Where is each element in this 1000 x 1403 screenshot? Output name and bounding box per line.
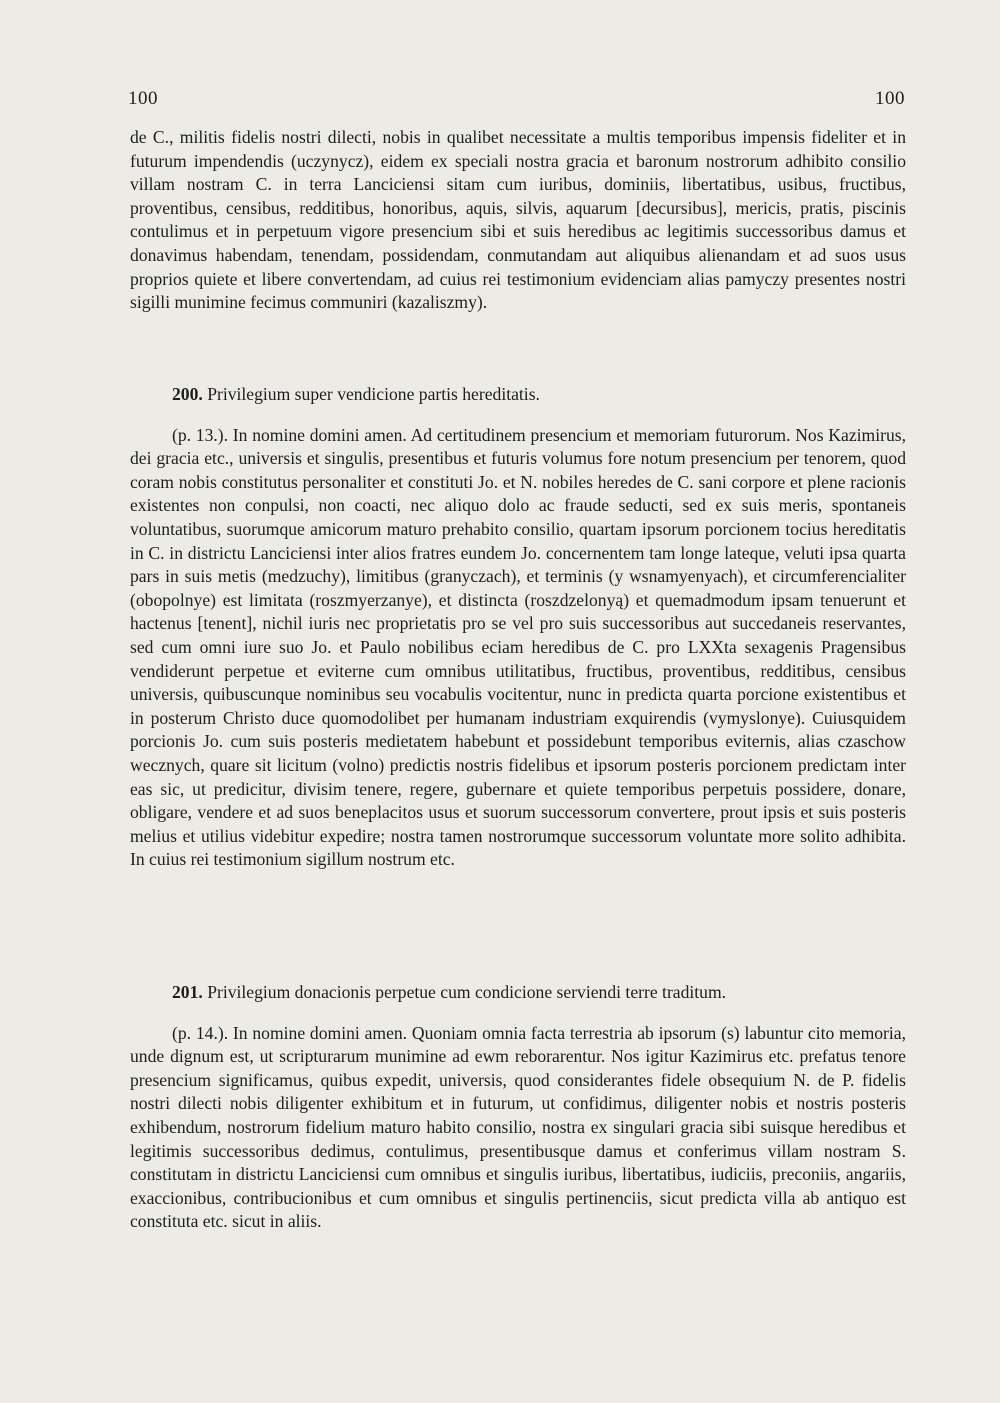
section-heading: [130, 383, 906, 407]
section-number: 200.: [172, 384, 203, 404]
continuation-paragraph: de C., militis fidelis nostri dilecti, nobis in qualibet necessitate a multis temporibus impensis fideliter et in futurum impendendis (uczynycz), eidem ex speciali nostra gracia et baronum nostrorum adhibito consilio villam nostram C. in terra Lanciciensi sitam cum iuribus, dominiis, libertatibus, usibus, fructibus, proventibus, censibus, redditibus, honoribus, aquis, silvis, aquarum [decursibus], mericis, pratis, piscinis contulimus et in perpetuum vigore presencium sibi et suis heredibus ac legitimis successoribus damus et donavimus habendam, tenendam, possidendam, conmutandam aut aliquibus alienandam et ad suos usus proprios quiete et libere convertendam, ad cuius rei testimonium evidenciam alias pamyczy presentes nostri sigilli munimine fecimus communiri (kazaliszmy).: [130, 127, 906, 313]
page-number-left: 100: [128, 88, 158, 109]
continuation-block: [130, 126, 906, 315]
section-title: Privilegium donacionis perpetue cum condicione serviendi terre traditum.: [207, 982, 727, 1002]
section-number: 201.: [172, 982, 203, 1002]
page-number-right: 100: [875, 88, 905, 109]
section-200: [130, 383, 906, 872]
section-201: [130, 981, 906, 1234]
section-heading: [130, 981, 906, 1005]
section-title: Privilegium super vendicione partis hereditatis.: [207, 384, 540, 404]
section-body: (p. 13.). In nomine domini amen. Ad certitudinem presencium et memoriam futurorum. Nos Kazimirus, dei gracia etc., universis et singulis, presentibus et futuris volumus fore notum presencium per tenorem, quod coram nobis constitutus personaliter et constituti Jo. et N. nobiles heredes de C. sani corpore et plene racionis existentes non conpulsi, non coacti, nec aliquo dolo ac fraude seducti, sed ex suis meris, spontaneis voluntatibus, suorumque amicorum maturo prehabito consilio, quartam ipsorum porcionem tocius hereditatis in C. in districtu Lanciciensi inter alios fratres eundem Jo. concernentem tam longe lateque, veluti ipsa quarta pars in suis metis (medzuchy), limitibus (granyczach), et terminis (y wsnamyenyach), et circumferencialiter (obopolnye) est limitata (roszmyerzanye), et distincta (roszdzelonyą) et quemadmodum ipsam tenuerunt et hactenus [tenent], nichil iuris nec proprietatis pro se vel pro suis successoribus aut succedaneis reservantes, sed cum omni iure suo Jo. et Paulo nobilibus eciam heredibus de C. pro LXXta sexagenis Pragensibus vendiderunt perpetue et eviterne cum omnibus utilitatibus, fructibus, proventibus, redditibus, censibus universis, quibuscunque nominibus seu vocabulis vocitentur, nunc in predicta quarta porcione existentibus et in posterum Christo duce quomodolibet per humanam industriam exquirendis (vymyslonye). Cuiusquidem porcionis Jo. cum suis posteris medietatem habebunt et possidebunt temporibus eviternis, alias czaschow wecznych, quare sit licitum (volno) predictis nostris fidelibus et ipsorum posteris porcionem predictam inter eas sic, ut predicitur, divisim tenere, regere, gubernare et quiete temporibus perpetuis possidere, donare, obligare, vendere et ad suos beneplacitos usus et suorum successorum convertere, prout ipsis et suis posteris melius et utilius videbitur expedire; nostra tamen nostrorumque successorum voluntate more solito adhibita. In cuius rei testimonium sigillum nostrum etc.: [130, 424, 906, 870]
section-body: (p. 14.). In nomine domini amen. Quoniam omnia facta terrestria ab ipsorum (s) labuntur cito memoria, unde dignum est, ut scripturarum munimine ad ewm reborarentur. Nos igitur Kazimirus etc. prefatus tenore presencium significamus, quibus expedit, universis, quod considerantes fidele obsequium N. de P. fidelis nostri dilecti nobis diligenter exhibitum et in futurum, ut confidimus, diligenter nobis et nostris posteris exhibendum, nostrorum fidelium maturo habito consilio, nostra ex singulari gracia sibi suisque heredibus et legitimis successoribus dedimus, contulimus, presentibusque damus et conferimus villam nostram S. constitutam in districtu Lanciciensi cum omnibus et singulis iuribus, libertatibus, iudiciis, preconiis, angariis, exaccionibus, contribucionibus et cum omnibus et singulis pertinenciis, sicut predicta villa ab antiquo est constituta etc. sicut in aliis.: [130, 1022, 906, 1232]
